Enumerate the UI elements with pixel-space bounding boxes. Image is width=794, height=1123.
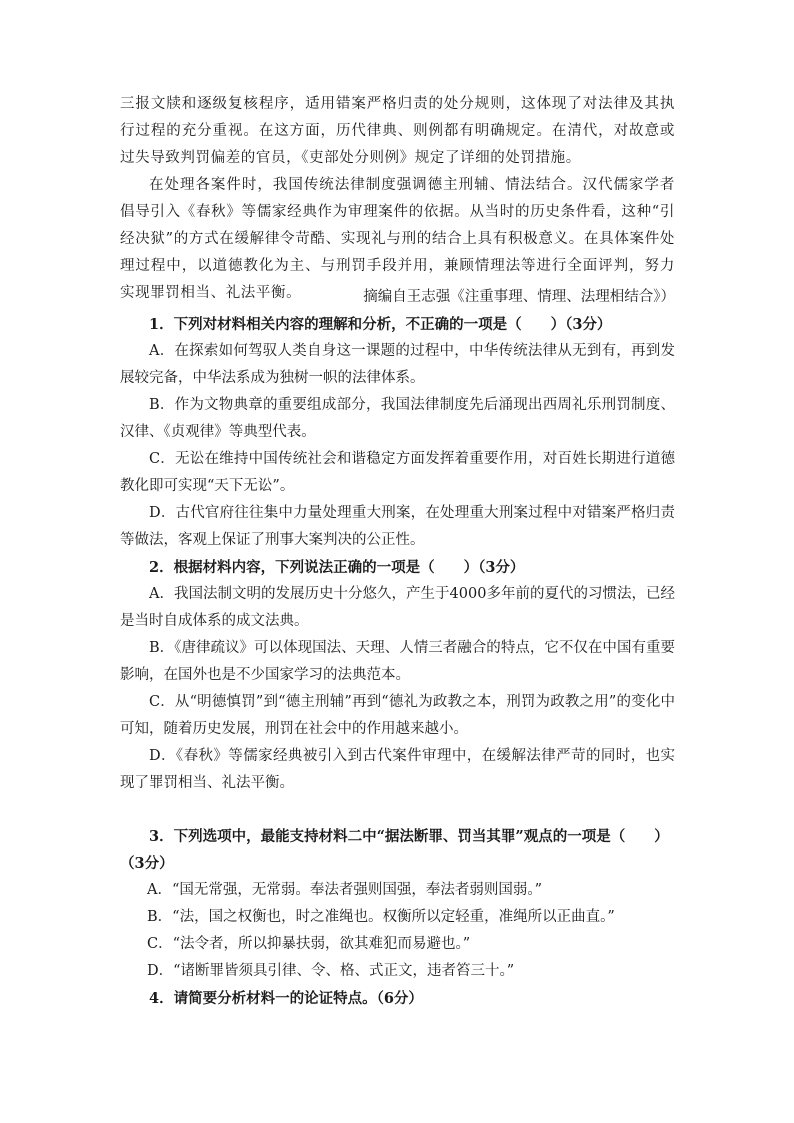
question-2-option-c: C．从“明德慎罚”到“德主刑辅”再到“德礼为政教之本，刑罚为政教之用”的变化中可知，随着历史发展，刑罚在社会中的作用越来越小。 <box>120 694 675 737</box>
question-2-stem: 2．根据材料内容，下列说法正确的一项是（ ）（3分） <box>149 559 525 576</box>
question-3-option-c: C．“法令者，所以抑暴扶弱，欲其难犯而易避也。” <box>147 936 471 952</box>
question-2-option-b: B．《唐律疏议》可以体现国法、天理、人情三者融合的特点，它不仅在中国有重要影响，在国外也是不少国家学习的法典范本。 <box>120 640 675 683</box>
question-1-option-b: B．作为文物典章的重要组成部分，我国法律制度先后涌现出西周礼乐刑罚制度、汉律、《贞观律》等典型代表。 <box>120 397 675 440</box>
passage-source: 摘编自王志强《注重事理、情理、法理相结合》） <box>363 289 675 305</box>
passage-paragraph-1: 三报文牍和逐级复核程序，适用错案严格归责的处分规则，这体现了对法律及其执行过程的充分重视。在这方面，历代律典、则例都有明确规定。在清代，对故意或过失导致判罚偏差的官员，《吏部处分则例》规定了详细的处罚措施。 <box>120 96 675 166</box>
passage-paragraph-2: 在处理各案件时，我国传统法律制度强调德主刑辅、情法结合。汉代儒家学者倡导引入《春秋》等儒家经典作为审理案件的依据。从当时的历史条件看，这种“引经决狱”的方式在缓解律令苛酷、实现礼与刑的结合上具有积极意义。在具体案件处理过程中，以道德教化为主、与刑罚手段并用，兼顾情理法等进行全面评判，努力实现罪罚相当、礼法平衡。 <box>120 177 675 301</box>
question-2-option-a: A．我国法制文明的发展历史十分悠久，产生于4000多年前的夏代的习惯法，已经是当时自成体系的成文法典。 <box>120 586 675 629</box>
question-1-option-c: C．无讼在维持中国传统社会和谐稳定方面发挥着重要作用，对百姓长期进行道德教化即可实现“天下无讼”。 <box>120 451 675 494</box>
question-1-stem: 1．下列对材料相关内容的理解和分析，不正确的一项是（ ）（3分） <box>149 316 612 333</box>
question-3-option-b: B．“法，国之权衡也，时之准绳也。权衡所以定轻重，准绳所以正曲直。” <box>147 909 615 925</box>
question-3-option-a: A．“国无常强，无常弱。奉法者强则国强，奉法者弱则国弱。” <box>147 882 543 898</box>
question-1-option-d: D．古代官府往往集中力量处理重大刑案，在处理重大刑案过程中对错案严格归责等做法，客观上保证了刑事大案判决的公正性。 <box>120 505 675 548</box>
question-1-option-a: A．在探索如何驾驭人类自身这一课题的过程中，中华传统法律从无到有，再到发展较完备，中华法系成为独树一帜的法律体系。 <box>120 343 675 386</box>
question-2-option-d: D．《春秋》等儒家经典被引入到古代案件审理中，在缓解法律严苛的同时，也实现了罪罚相当、礼法平衡。 <box>120 748 675 791</box>
question-4-stem: 4．请简要分析材料一的论证特点。（6分） <box>149 990 423 1007</box>
question-3-stem: 3．下列选项中，最能支持材料二中“据法断罪、罚当其罪”观点的一项是（ ）（3分） <box>120 828 669 872</box>
question-3-option-d: D．“诸断罪皆须具引律、令、格、式正文，违者笞三十。” <box>147 963 515 979</box>
